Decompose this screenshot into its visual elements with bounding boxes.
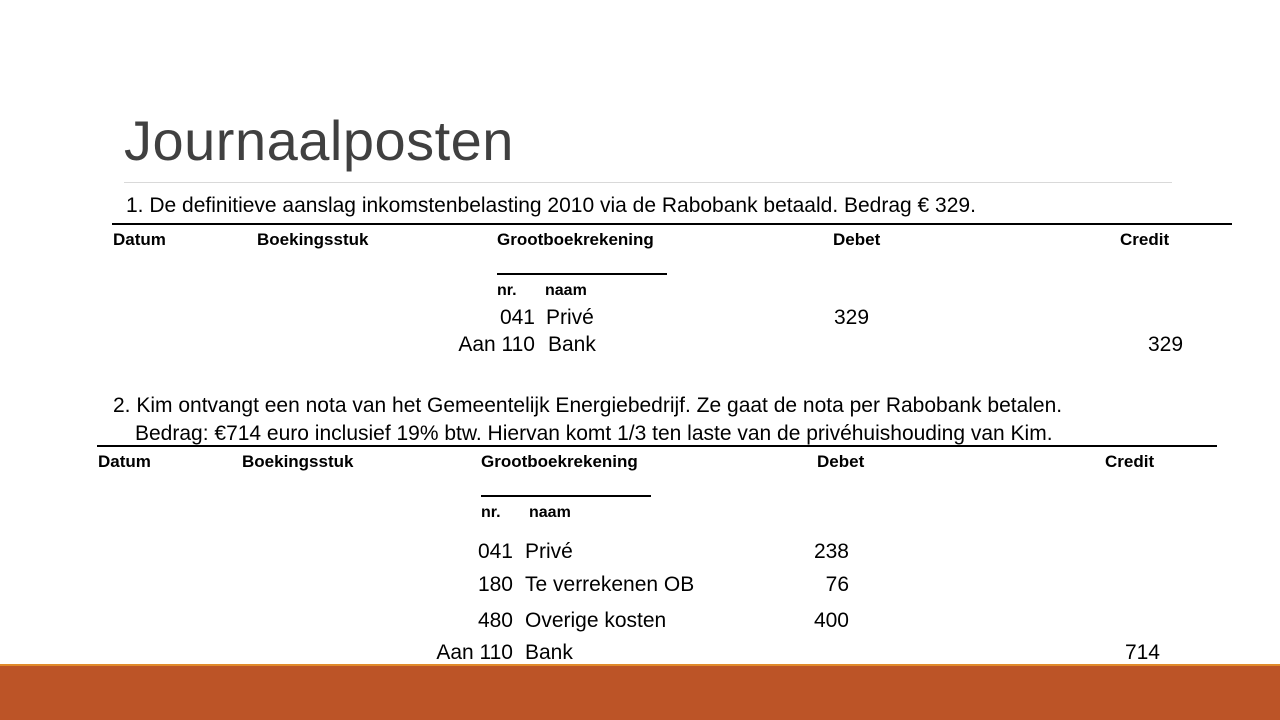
entry1-row1-debet: 329 (834, 306, 870, 329)
entry1-sub-naam: naam (545, 282, 587, 299)
entry2-row1-nr: 041 (477, 540, 513, 563)
entry1-row1-nr: 041 (499, 306, 535, 329)
entry1-header-rule (112, 223, 1232, 225)
entry2-row4-naam: Bank (525, 641, 573, 664)
entry2-row2-nr: 180 (477, 573, 513, 596)
entry1-row2-nr: Aan 110 (458, 333, 535, 356)
entry2-row4-credit: 714 (1124, 641, 1160, 664)
entry1-header-credit: Credit (1120, 230, 1170, 249)
entry2-question-line2: Bedrag: €714 euro inclusief 19% btw. Hiervan komt 1/3 ten laste van de privéhuishouding van Kim. (135, 422, 1053, 445)
entry2-row1-naam: Privé (525, 540, 573, 563)
entry1-row2-naam: Bank (548, 333, 596, 356)
entry1-header-debet: Debet (833, 230, 881, 249)
entry2-row3-naam: Overige kosten (525, 609, 667, 632)
entry1-row2-credit: 329 (1148, 333, 1184, 356)
entry1-grootboek-rule (497, 273, 667, 275)
entry1-header-boekingsstuk: Boekingsstuk (257, 230, 369, 249)
entry1-header-datum: Datum (113, 230, 166, 249)
entry2-header-boekingsstuk: Boekingsstuk (242, 452, 354, 471)
entry1-header-grootboek: Grootboekrekening (497, 230, 654, 249)
page-title: Journaalposten (124, 109, 514, 172)
entry2-header-rule (97, 445, 1217, 447)
entry2-row3-debet: 400 (813, 609, 849, 632)
entry2-sub-naam: naam (529, 504, 571, 521)
entry2-grootboek-rule (481, 495, 651, 497)
entry2-row4-nr: Aan 110 (436, 641, 513, 664)
title-divider (124, 182, 1172, 183)
entry1-sub-nr: nr. (497, 282, 517, 299)
footer-accent-bar (0, 666, 1280, 720)
entry2-row2-naam: Te verrekenen OB (525, 573, 695, 596)
entry2-header-debet: Debet (817, 452, 865, 471)
entry2-row1-debet: 238 (813, 540, 849, 563)
entry1-row1-naam: Privé (546, 306, 594, 329)
entry2-header-datum: Datum (98, 452, 151, 471)
entry1-question: 1. De definitieve aanslag inkomstenbelasting 2010 via de Rabobank betaald. Bedrag € 329. (126, 194, 976, 217)
entry2-header-credit: Credit (1105, 452, 1155, 471)
entry2-row3-nr: 480 (477, 609, 513, 632)
entry2-header-grootboek: Grootboekrekening (481, 452, 638, 471)
entry2-sub-nr: nr. (481, 504, 501, 521)
entry2-row2-debet: 76 (825, 573, 849, 596)
entry2-question-line1: 2. Kim ontvangt een nota van het Gemeentelijk Energiebedrijf. Ze gaat de nota per Rabobank betalen. (113, 394, 1063, 417)
